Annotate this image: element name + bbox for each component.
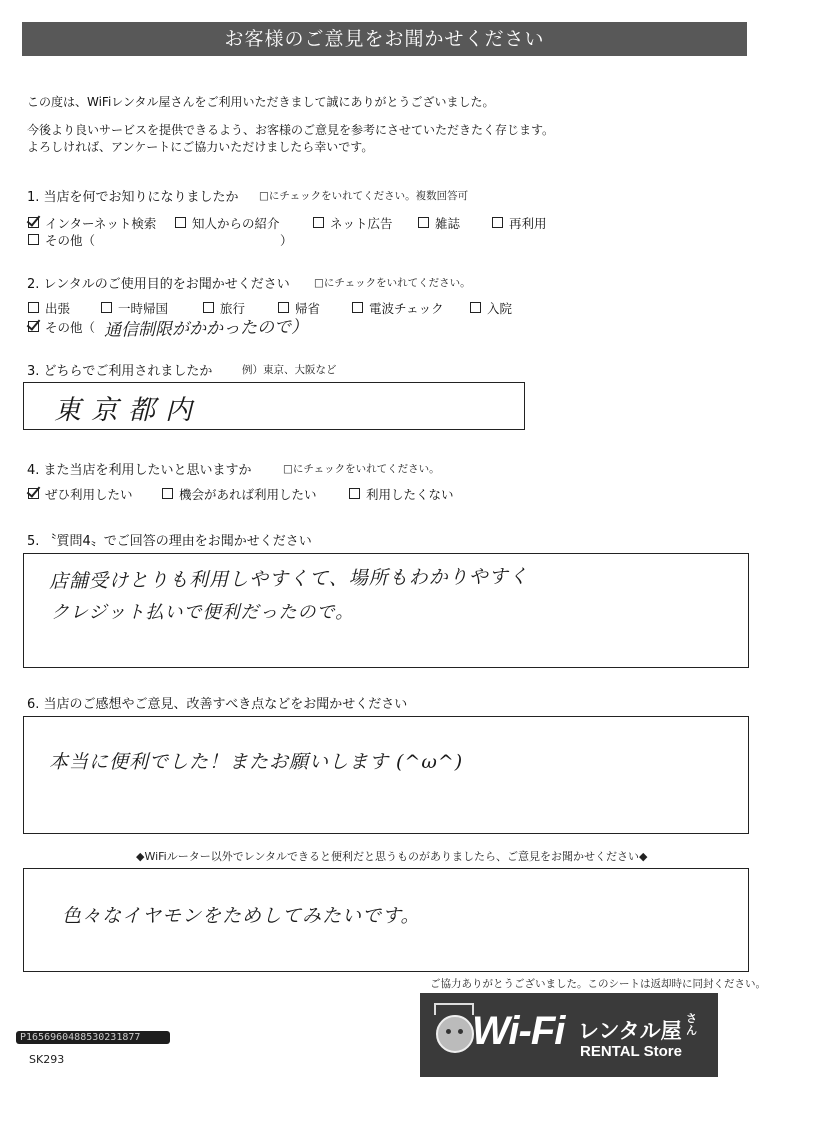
q1-label: 1. 当店を何でお知りになりましたか — [27, 190, 239, 205]
q1-note: □にチェックをいれてください。複数回答可 — [259, 190, 469, 202]
q7-label: ◆WiFiルーター以外でレンタルできると便利だと思うものがありましたら、ご意見をお聞かせください◆ — [136, 850, 648, 863]
intro-line-3: よろしければ、アンケートにご協力いただけましたら幸いです。 — [27, 140, 374, 154]
checkbox-icon[interactable] — [352, 302, 363, 313]
checkbox-icon[interactable] — [28, 302, 39, 313]
checkbox-icon[interactable] — [313, 217, 324, 228]
q3-label: 3. どちらでご利用されましたか — [27, 364, 213, 379]
q5-answer-line-1: 店舗受けとりも利用しやすくて、場所もわかりやすく — [48, 565, 529, 593]
logo-en-text: RENTAL Store — [580, 1043, 682, 1060]
q5-answer-box[interactable] — [23, 553, 749, 668]
checkbox-icon[interactable] — [470, 302, 481, 313]
q2-label: 2. レンタルのご使用目的をお聞かせください — [27, 277, 290, 292]
q4-option-no[interactable]: 利用したくない — [349, 485, 454, 503]
q1-option-net-ad[interactable]: ネット広告 — [313, 214, 393, 232]
q2-option-temporary[interactable]: 一時帰国 — [101, 299, 168, 317]
checkbox-icon[interactable] — [175, 217, 186, 228]
q2-option-business[interactable]: 出張 — [28, 299, 70, 317]
q2-option-signal-check[interactable]: 電波チェック — [352, 299, 444, 317]
q1-option-other[interactable]: その他（ — [28, 231, 95, 249]
checkbox-icon[interactable] — [28, 234, 39, 245]
checkbox-checked-icon[interactable] — [28, 488, 39, 499]
intro-line-1: この度は、WiFiレンタル屋さんをご利用いただきまして誠にありがとうございました。 — [27, 95, 495, 109]
q2-option-other[interactable]: その他（ — [28, 318, 95, 336]
checkbox-icon[interactable] — [492, 217, 503, 228]
checkbox-icon[interactable] — [203, 302, 214, 313]
q5-label: 5. 〝質問4〟でご回答の理由をお聞かせください — [27, 534, 312, 549]
q4-option-if-chance[interactable]: 機会があれば利用したい — [162, 485, 317, 503]
q2-note: □にチェックをいれてください。 — [314, 277, 471, 289]
q2-option-homecoming[interactable]: 帰省 — [278, 299, 320, 317]
crown-icon — [434, 1003, 474, 1015]
logo-jp-text: レンタル屋 — [578, 1019, 682, 1043]
q4-label: 4. また当店を利用したいと思いますか — [27, 463, 252, 478]
q6-answer-box[interactable] — [23, 716, 749, 834]
checkbox-icon[interactable] — [349, 488, 360, 499]
q1-option-reuse[interactable]: 再利用 — [492, 214, 547, 232]
checkbox-icon[interactable] — [162, 488, 173, 499]
checkbox-icon[interactable] — [278, 302, 289, 313]
checkbox-checked-icon[interactable] — [28, 217, 39, 228]
sheet-code: SK293 — [29, 1053, 65, 1066]
q5-answer-line-2: クレジット払いで便利だったので。 — [51, 602, 355, 623]
q4-option-definitely[interactable]: ぜひ利用したい — [28, 485, 133, 503]
logo-san-text: さん — [686, 1012, 697, 1037]
intro-line-2: 今後より良いサービスを提供できるよう、お客様のご意見を参考にさせていただきたく存じます。 — [27, 123, 555, 137]
mascot-icon — [436, 1015, 474, 1053]
q2-option-hospital[interactable]: 入院 — [470, 299, 512, 317]
q7-answer: 色々なイヤモンをためしてみたいです。 — [62, 905, 421, 927]
q6-label: 6. 当店のご感想やご意見、改善すべき点などをお聞かせください — [27, 697, 408, 712]
q4-note: □にチェックをいれてください。 — [283, 463, 440, 475]
page-title: お客様のご意見をお聞かせください — [22, 22, 747, 56]
q1-option-internet[interactable]: インターネット検索 — [28, 214, 156, 232]
footer-thanks: ご協力ありがとうございました。このシートは返却時に同封ください。 — [430, 978, 766, 990]
q2-option-travel[interactable]: 旅行 — [203, 299, 245, 317]
q2-other-answer: 通信制限がかかったので） — [103, 317, 309, 341]
q1-option-magazine[interactable]: 雑誌 — [418, 214, 460, 232]
q3-answer-box[interactable] — [23, 382, 525, 430]
brand-logo — [420, 993, 718, 1077]
q7-answer-box[interactable] — [23, 868, 749, 972]
q1-option-referral[interactable]: 知人からの紹介 — [175, 214, 280, 232]
logo-wifi-text: Wi-Fi — [472, 1009, 565, 1053]
q6-answer: 本当に便利でした！またお願いします (^ω^) — [49, 751, 464, 773]
checkbox-icon[interactable] — [101, 302, 112, 313]
q3-answer: 東京都内 — [54, 395, 202, 426]
checkbox-icon[interactable] — [418, 217, 429, 228]
barcode: P1656960488530231877 — [16, 1031, 170, 1044]
q3-note: 例）東京、大阪など — [242, 364, 337, 376]
checkbox-checked-icon[interactable] — [28, 321, 39, 332]
q1-other-close: ） — [280, 233, 293, 248]
